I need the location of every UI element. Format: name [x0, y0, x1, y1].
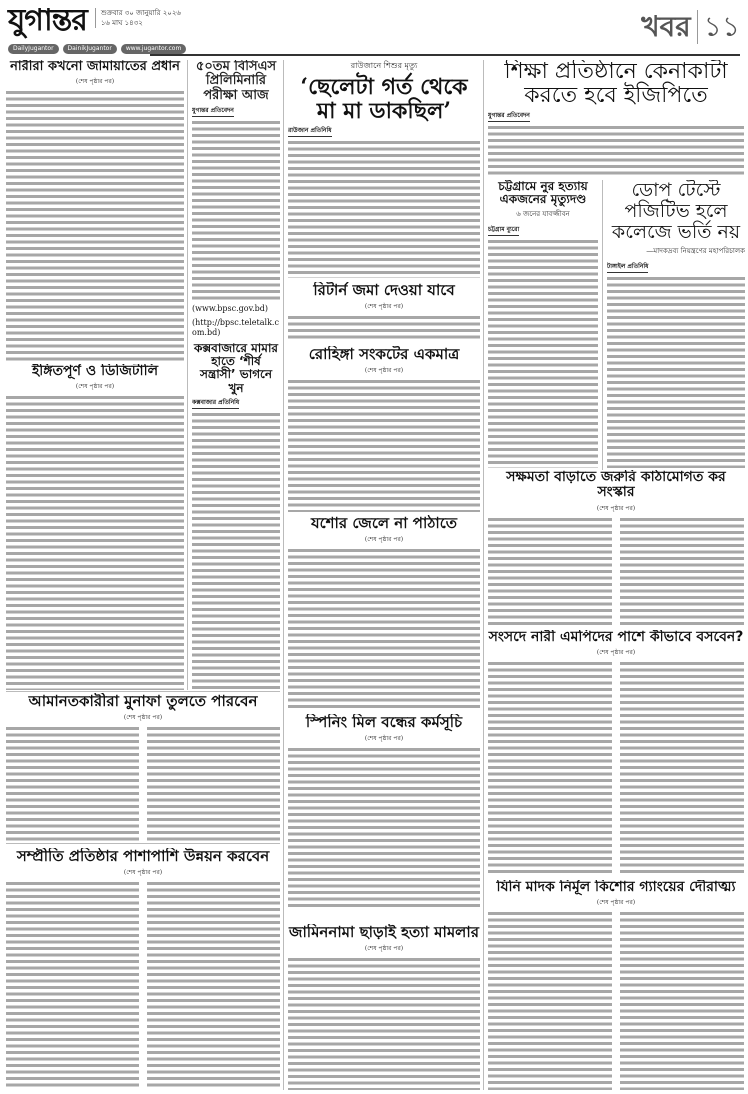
headline[interactable]: সক্ষমতা বাড়াতে জরুরি কাঠামোগত কর সংস্কার: [506, 470, 726, 501]
column-divider: [187, 60, 188, 690]
continued-label: (শেষ পৃষ্ঠার পর): [596, 504, 636, 512]
story-nur[interactable]: [488, 180, 598, 468]
continued-label: (শেষ পৃষ্ঠার পর): [364, 366, 404, 374]
continued-label: (শেষ পৃষ্ঠার পর): [364, 734, 404, 742]
story-coxsbazar[interactable]: [192, 342, 280, 690]
website-link[interactable]: www.jugantor.com: [121, 44, 187, 54]
article-body: [288, 549, 480, 711]
article-body: [288, 748, 480, 911]
column-divider: [283, 60, 284, 1090]
story-harmony[interactable]: [6, 848, 280, 1090]
article-body: [147, 882, 280, 1091]
story-tax-reform[interactable]: [488, 470, 744, 625]
headline[interactable]: রিটার্ন জমা দেওয়া যাবে: [313, 282, 455, 299]
story-drugs-gangs[interactable]: [488, 880, 744, 1090]
article-body: [192, 413, 280, 690]
continued-label: (শেষ পৃষ্ঠার পর): [123, 713, 163, 721]
byline: কক্সবাজার প্রতিনিধি: [192, 397, 239, 409]
column-divider: [602, 180, 603, 470]
headline[interactable]: সংসদে নারী এমপিদের পাশে কীভাবে বসবেন?: [488, 630, 744, 645]
headline[interactable]: ৫০তম বিসিএস প্রিলিমিনারি পরীক্ষা আজ: [195, 60, 277, 103]
headline[interactable]: জামিননামা ছাড়াই হত্যা মামলার: [289, 924, 479, 941]
article-body: [288, 141, 480, 278]
overline: রাউজানে শিশুর মৃত্যু: [350, 61, 418, 70]
headline[interactable]: ইঙ্গিতপূর্ণ ও ডিজিটালি: [31, 364, 159, 379]
subhead: ৬ জনের যাবজ্জীবন: [516, 210, 570, 219]
story-dope-test[interactable]: [607, 180, 745, 468]
headline[interactable]: ডোপ টেস্টে পজিটিভ হলে কলেজে ভর্তি নয়: [611, 180, 741, 243]
continued-label: (শেষ পৃষ্ঠার পর): [364, 302, 404, 310]
story-women-jamaat[interactable]: [6, 60, 184, 362]
headline[interactable]: কক্সবাজারে মামার হাতে ‘শীর্ষ সন্ত্রাসী’ ভাগনে খুন: [193, 342, 279, 395]
section-divider: [6, 691, 280, 692]
continued-label: (শেষ পৃষ্ঠার পর): [364, 535, 404, 543]
article-body: [607, 277, 745, 468]
section-title: খবর: [641, 10, 691, 43]
headline[interactable]: যিনি মাদক নির্মূল কিশোর গ্যাংয়ের দৌরাত্ম্য: [496, 880, 736, 895]
continued-label: (শেষ পৃষ্ঠার পর): [123, 868, 163, 876]
continued-label: (শেষ পৃষ্ঠার পর): [596, 649, 636, 657]
story-rohingya[interactable]: [288, 346, 480, 512]
article-body: [620, 662, 744, 875]
section-block: [641, 10, 740, 44]
story-depositors[interactable]: [6, 693, 280, 841]
column-divider: [483, 60, 484, 1090]
headline[interactable]: চট্টগ্রামে নুর হত্যায় একজনের মৃত্যুদণ্ড: [498, 180, 588, 207]
article-body: [620, 518, 744, 625]
jugantor-logo[interactable]: যুগান্তর: [8, 3, 87, 38]
teletalk-link[interactable]: (http://bpsc.teletalk.com.bd): [192, 318, 279, 337]
byline: টাঙ্গাইল প্রতিনিধি: [607, 261, 648, 273]
headline[interactable]: রোহিঙ্গা সংকটের একমাত্র: [308, 346, 460, 363]
article-body: [288, 316, 480, 343]
story-return[interactable]: [288, 282, 480, 342]
article-body: [147, 727, 280, 842]
subhead: —মাদকদ্রব্য নিয়ন্ত্রণের মহাপরিচালক: [646, 246, 745, 255]
headline[interactable]: যশোর জেলে না পাঠাতে: [310, 515, 457, 532]
story-bail[interactable]: [288, 924, 480, 1090]
headline[interactable]: শিক্ষা প্রতিষ্ঠানে কেনাকাটা করতে হবে ইজিপিতে: [504, 60, 728, 109]
article-body: [288, 380, 480, 513]
bpsc-link[interactable]: (www.bpsc.gov.bd): [192, 304, 269, 313]
continued-label: (শেষ পৃষ্ঠার পর): [596, 899, 636, 907]
story-women-mps[interactable]: [488, 630, 744, 875]
story-jessore[interactable]: [288, 515, 480, 710]
story-egp[interactable]: [488, 60, 744, 176]
byline: রাউজান প্রতিনিধি: [288, 125, 332, 137]
headline[interactable]: আমানতকারীরা মুনাফা তুলতে পারবেন: [28, 693, 258, 710]
story-raozan[interactable]: [288, 58, 480, 278]
article-body: [288, 958, 480, 1091]
article-body: [620, 912, 744, 1090]
facebook-link[interactable]: DainikJugantor: [63, 44, 117, 54]
headline[interactable]: স্পিনিং মিল বন্ধের কর্মসূচি: [305, 714, 463, 731]
social-links: [8, 44, 186, 54]
byline: চট্টগ্রাম ব্যুরো: [488, 224, 519, 236]
header-rule: [150, 54, 740, 56]
continued-label: (শেষ পৃষ্ঠার পর): [364, 944, 404, 952]
article-body: [488, 912, 612, 1090]
section-divider: [6, 843, 280, 844]
story-bcs[interactable]: [192, 60, 280, 340]
article-body: [488, 518, 612, 625]
headline[interactable]: নারীরা কখনো জামায়াতের প্রধান: [10, 60, 180, 74]
page-number: ১১: [697, 10, 740, 44]
article-body: [488, 126, 744, 176]
article-body: [6, 396, 184, 690]
story-suggestive-digital[interactable]: [6, 364, 184, 690]
headline[interactable]: ‘ছেলেটা গর্ত থেকে মা মা ডাকছিল’: [300, 74, 468, 125]
article-body: [488, 240, 598, 468]
article-body: [488, 662, 612, 875]
twitter-link[interactable]: DailyJugantor: [8, 44, 59, 54]
story-spinning[interactable]: [288, 714, 480, 910]
byline: যুগান্তর প্রতিবেদন: [192, 105, 234, 117]
article-body: [192, 121, 280, 302]
brand-block: [8, 4, 181, 38]
byline: যুগান্তর প্রতিবেদন: [488, 110, 530, 122]
article-body: [6, 91, 184, 362]
dateline: শুক্রবার ৩০ জানুয়ারি ২০২৬ ১৬ মাঘ ১৪৩২: [95, 8, 181, 28]
article-body: [6, 727, 139, 842]
article-body: [6, 882, 139, 1091]
headline[interactable]: সম্প্রীতি প্রতিষ্ঠার পাশাপাশি উন্নয়ন করবেন: [16, 848, 270, 865]
continued-label: (শেষ পৃষ্ঠার পর): [75, 383, 115, 391]
continued-label: (শেষ পৃষ্ঠার পর): [75, 78, 115, 86]
